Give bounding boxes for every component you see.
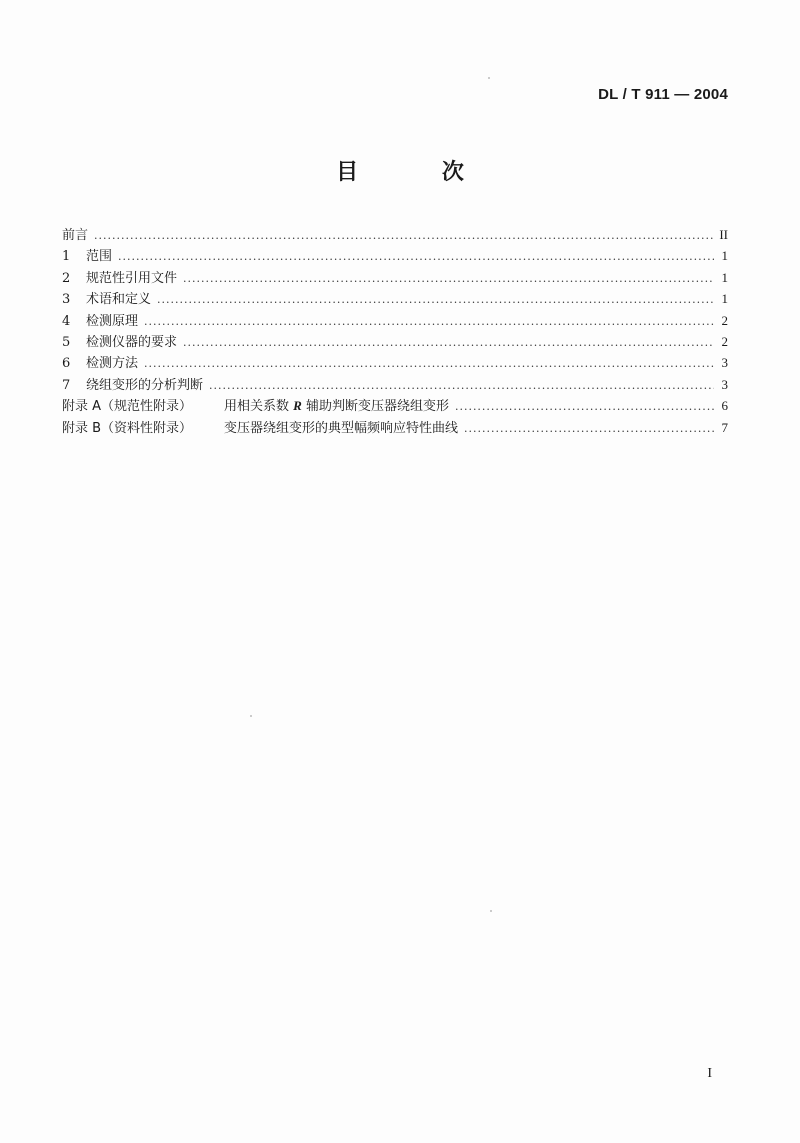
toc-section-number: 3 (62, 292, 71, 308)
toc-label: 范围 (86, 249, 113, 265)
toc-page-number: 7 (721, 419, 728, 435)
toc-entry[interactable] (62, 331, 728, 352)
toc-section-number: 2 (62, 270, 71, 286)
page-title: 目 次 (336, 160, 502, 185)
toc-section-number: 5 (62, 334, 71, 350)
toc-entry[interactable] (62, 288, 728, 309)
toc-label: 检测仪器的要求 (86, 334, 178, 350)
toc-label (224, 418, 458, 439)
annex-title-part: 用相关系数 (224, 399, 294, 415)
toc-page-number: 2 (721, 333, 728, 349)
toc-label: 检测方法 (86, 356, 139, 372)
toc-page-number: 3 (721, 376, 728, 392)
toc-section-number: 7 (62, 377, 71, 393)
toc-page-number: 3 (721, 355, 728, 371)
leader-dots (209, 375, 714, 396)
toc-label: 检测原理 (86, 313, 139, 329)
leader-dots (464, 418, 714, 439)
leader-dots (144, 311, 714, 332)
leader-dots (157, 289, 714, 310)
annex-title-part: 辅助判断变压器绕组变形 (301, 399, 449, 415)
toc-entry[interactable] (62, 374, 728, 395)
toc-page-number: II (719, 227, 728, 242)
leader-dots (183, 332, 714, 353)
toc-label (224, 395, 449, 417)
standard-code: DL / T 911 — 2004 (598, 86, 728, 103)
toc-entry[interactable] (62, 267, 728, 288)
toc-entry[interactable] (62, 352, 728, 373)
toc-label: 术语和定义 (86, 292, 152, 308)
toc-page-number: 2 (721, 312, 728, 328)
toc-annex-entry[interactable] (62, 395, 728, 416)
leader-dots (144, 353, 714, 374)
toc-page-number: 1 (721, 248, 728, 264)
leader-dots (94, 225, 714, 246)
toc-entry[interactable] (62, 224, 728, 245)
leader-dots (455, 396, 714, 417)
toc-page-number: 1 (721, 269, 728, 285)
toc-section-number: 6 (62, 356, 71, 372)
annex-title-part: 变压器绕组变形的典型幅频响应特性曲线 (224, 420, 459, 436)
leader-dots (183, 268, 714, 289)
toc-label: 前言 (62, 228, 89, 243)
toc-annex-entry[interactable] (62, 417, 728, 438)
toc-label: 绕组变形的分析判断 (86, 377, 204, 393)
scan-speck (488, 77, 490, 79)
toc-entry[interactable] (62, 245, 728, 266)
toc-section-number: 1 (62, 249, 71, 265)
toc-label: 规范性引用文件 (86, 270, 178, 286)
scan-speck (490, 910, 492, 912)
toc-entry[interactable] (62, 310, 728, 331)
scan-speck (250, 715, 252, 717)
toc-section-number: 4 (62, 313, 71, 329)
page-number: I (707, 1066, 712, 1081)
annex-designation: 附录 A（规范性附录） (62, 399, 193, 415)
leader-dots (118, 246, 714, 267)
annex-title-variable: R (293, 398, 302, 414)
toc-page-number: 1 (721, 291, 728, 307)
toc-page-number: 6 (721, 398, 728, 414)
table-of-contents (62, 224, 728, 438)
annex-designation: 附录 B（资料性附录） (62, 420, 193, 436)
